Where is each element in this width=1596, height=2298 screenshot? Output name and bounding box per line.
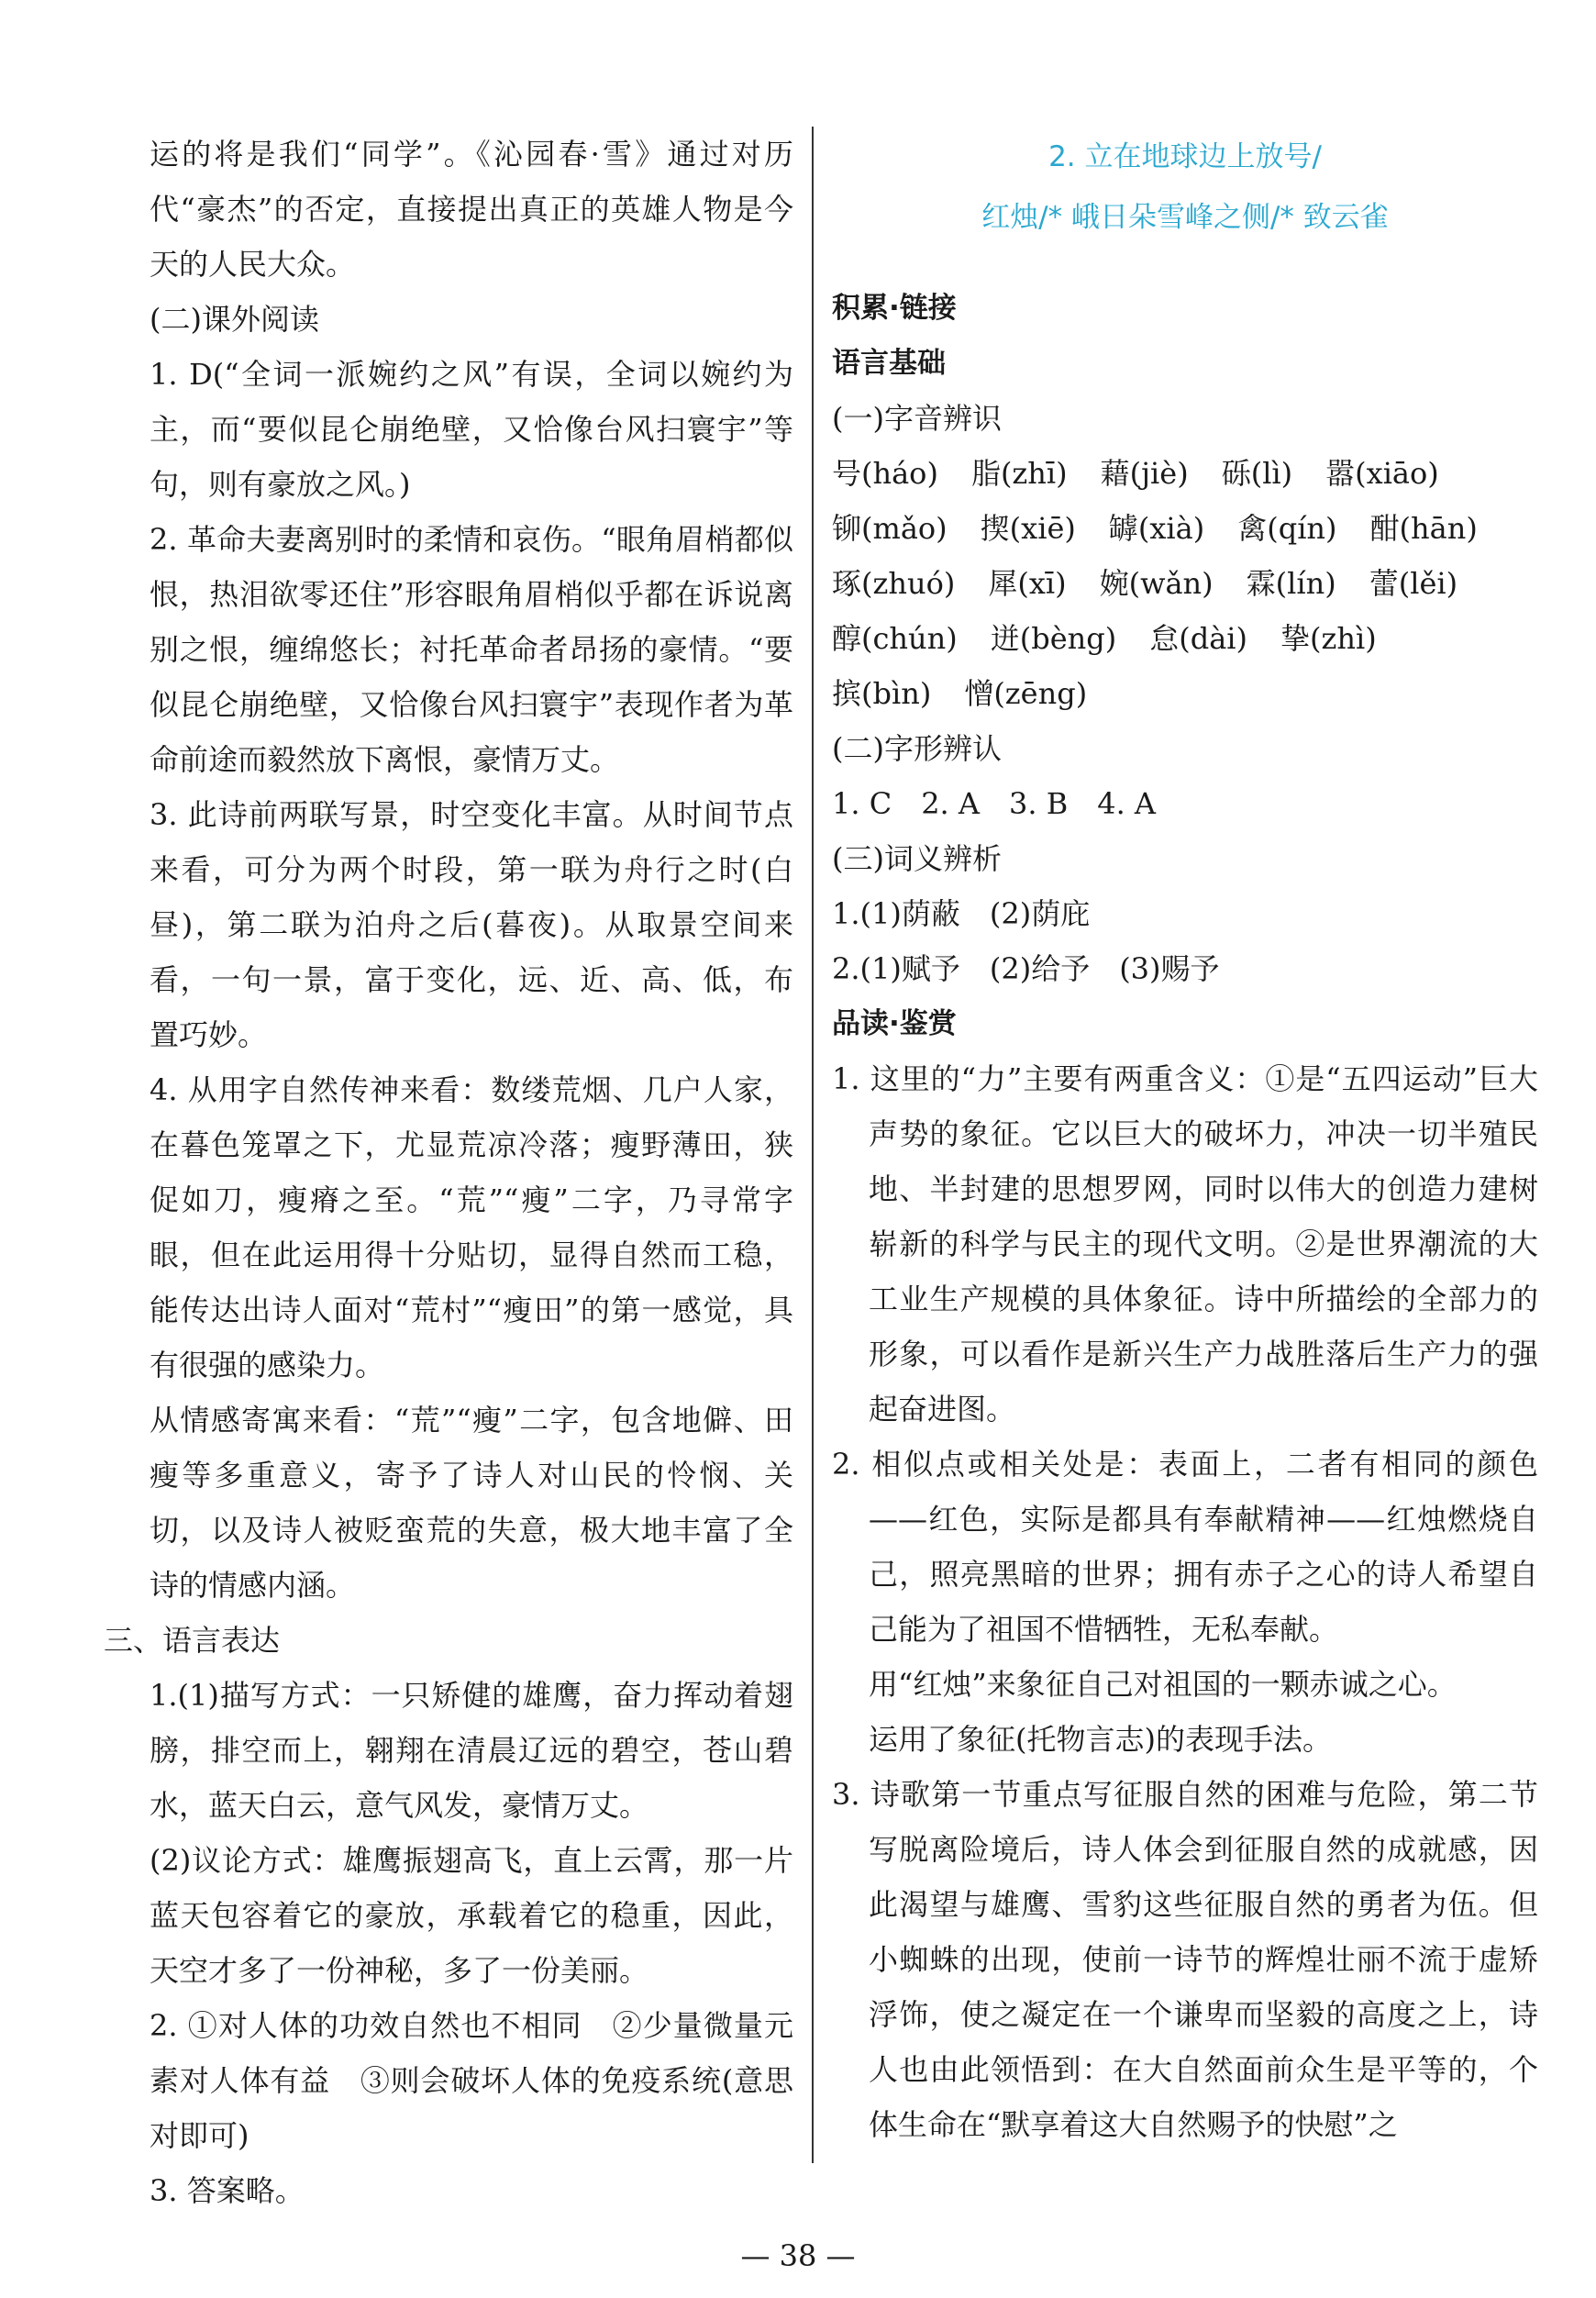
pinyin-item: 霖(lín) — [1246, 566, 1336, 601]
answer-item: 3. 答案略。 — [150, 2173, 305, 2208]
pinyin-item: 憎(zēng) — [964, 676, 1088, 711]
right-column — [832, 127, 1538, 2152]
section-heading: 品读·鉴赏 — [832, 1007, 957, 1040]
answer-item: 3. 诗歌第一节重点写征服自然的困难与危险，第二节写脱离险境后，诗人体会到征服自然的成就感，因此渴望与雄鹰、雪豹这些征服自然的勇者为伍。但小蜘蛛的出现，使前一诗节的辉煌壮丽不流于虚矫浮饰，使之凝定在一个谦卑而坚毅的高度之上，诗人也由此领悟到：在大自然面前众生是平等的，个体生命在“默享着这大自然赐予的快慰”之 — [832, 1777, 1538, 2142]
pinyin-item: 犀(xī) — [988, 566, 1067, 601]
pinyin-item: 号(háo) — [832, 456, 938, 491]
pinyin-item: 罅(xià) — [1108, 511, 1205, 546]
pinyin-item: 醇(chún) — [832, 621, 958, 656]
paragraph: 运用了象征(托物言志)的表现手法。 — [869, 1722, 1332, 1757]
pinyin-item: 婉(wǎn) — [1099, 566, 1214, 601]
subsection-heading: (二)字形辨认 — [832, 731, 1002, 766]
paragraph: 用“红烛”来象征自己对祖国的一颗赤诚之心。 — [869, 1667, 1457, 1702]
lesson-title-line-2: 红烛/* 峨日朵雪峰之侧/* 致云雀 — [981, 201, 1389, 234]
pinyin-item: 脂(zhī) — [970, 456, 1068, 491]
answer-item: 1. 这里的“力”主要有两重含义：①是“五四运动”巨大声势的象征。它以巨大的破坏力，冲决一切半殖民地、半封建的思想罗网，同时以伟大的创造力建树崭新的科学与民主的现代文明。②是世界潮流的大工业生产规模的具体象征。诗中所描绘的全部力的形象，可以看作是新兴生产力战胜落后生产力的强起奋进图。 — [832, 1061, 1538, 1427]
subsection-heading: (三)词义辨析 — [832, 841, 1002, 876]
answer-item: (2)议论方式：雄鹰振翅高飞，直上云霄，那一片蓝天包容着它的豪放，承载着它的稳重，因此，天空才多了一份神秘，多了一份美丽。 — [150, 1843, 793, 1988]
pinyin-item: 砾(lì) — [1221, 456, 1293, 491]
pinyin-item: 挚(zhì) — [1280, 621, 1377, 656]
pinyin-row — [832, 666, 1538, 721]
paragraph: 运的将是我们“同学”。《沁园春·雪》通过对历代“豪杰”的否定，直接提出真正的英雄人物是今天的人民大众。 — [150, 137, 793, 282]
pinyin-row — [832, 501, 1538, 556]
pinyin-item: 摈(bìn) — [832, 676, 932, 711]
pinyin-item: 酣(hān) — [1369, 511, 1478, 546]
pinyin-row — [832, 446, 1538, 501]
answer-line: 2.(1)赋予 (2)给予 (3)赐予 — [832, 951, 1220, 986]
column-divider — [812, 127, 814, 2163]
pinyin-item: 琢(zhuó) — [832, 566, 956, 601]
pinyin-item: 迸(bèng) — [990, 621, 1117, 656]
pinyin-item: 铆(mǎo) — [832, 511, 948, 546]
pinyin-row — [832, 611, 1538, 666]
pinyin-item: 蕾(lěi) — [1369, 566, 1458, 601]
left-column — [104, 127, 793, 2218]
answer-item: 2. 相似点或相关处是：表面上，二者有相同的颜色——红色，实际是都具有奉献精神——红烛燃烧自己，照亮黑暗的世界；拥有赤子之心的诗人希望自己能为了祖国不惜牺牲，无私奉献。 — [832, 1447, 1538, 1647]
answer-item: 3. 此诗前两联写景，时空变化丰富。从时间节点来看，可分为两个时段，第一联为舟行之时(白昼)，第二联为泊舟之后(暮夜)。从取景空间来看，一句一景，富于变化，远、近、高、低，布置巧妙。 — [150, 797, 793, 1052]
pinyin-row — [832, 556, 1538, 611]
lesson-title-line-1: 2. 立在地球边上放号/ — [1048, 140, 1322, 173]
answer-item: 2. 革命夫妻离别时的柔情和哀伤。“眼角眉梢都似恨，热泪欲零还住”形容眼角眉梢似乎都在诉说离别之恨，缠绵悠长；衬托革命者昂扬的豪情。“要似昆仑崩绝壁，又恰像台风扫寰宇”表现作者为革命前途而毅然放下离恨，豪情万丈。 — [150, 522, 793, 777]
pinyin-item: 禽(qín) — [1237, 511, 1337, 546]
section-heading: 三、语言表达 — [104, 1623, 281, 1658]
pinyin-item: 藉(jiè) — [1100, 456, 1189, 491]
pinyin-item: 嚣(xiāo) — [1325, 456, 1439, 491]
answer-item: 4. 从用字自然传神来看：数缕荒烟、几户人家，在暮色笼罩之下，尤显荒凉冷落；瘦野薄田，狭促如刀，瘦瘠之至。“荒”“瘦”二字，乃寻常字眼，但在此运用得十分贴切，显得自然而工稳，能传达出诗人面对“荒村”“瘦田”的第一感觉，具有很强的感染力。 — [150, 1072, 793, 1382]
section-heading: 积累·链接 — [832, 292, 957, 325]
section-heading: 语言基础 — [832, 347, 946, 380]
pinyin-item: 怠(dài) — [1149, 621, 1248, 656]
subsection-heading: (二)课外阅读 — [150, 302, 319, 337]
paragraph: 从情感寄寓来看：“荒”“瘦”二字，包含地僻、田瘦等多重意义，寄予了诗人对山民的怜悯、关切，以及诗人被贬蛮荒的失意，极大地丰富了全诗的情感内涵。 — [150, 1403, 793, 1603]
answer-line: 1.(1)荫蔽 (2)荫庇 — [832, 896, 1091, 931]
page-number: — 38 — — [740, 2238, 856, 2273]
answer-item: 2. ①对人体的功效自然也不相同 ②少量微量元素对人体有益 ③则会破坏人体的免疫系统(意思对即可) — [150, 2008, 793, 2153]
lesson-title — [832, 127, 1538, 248]
answer-line: 1. C 2. A 3. B 4. A — [832, 786, 1157, 821]
answer-item: 1.(1)描写方式：一只矫健的雄鹰，奋力挥动着翅膀，排空而上，翱翔在清晨辽远的碧空，苍山碧水，蓝天白云，意气风发，豪情万丈。 — [150, 1678, 793, 1823]
subsection-heading: (一)字音辨识 — [832, 401, 1002, 436]
pinyin-item: 揳(xiē) — [980, 511, 1076, 546]
answer-item: 1. D(“全词一派婉约之风”有误，全词以婉约为主，而“要似昆仑崩绝壁，又恰像台风扫寰宇”等句，则有豪放之风。) — [150, 357, 793, 502]
